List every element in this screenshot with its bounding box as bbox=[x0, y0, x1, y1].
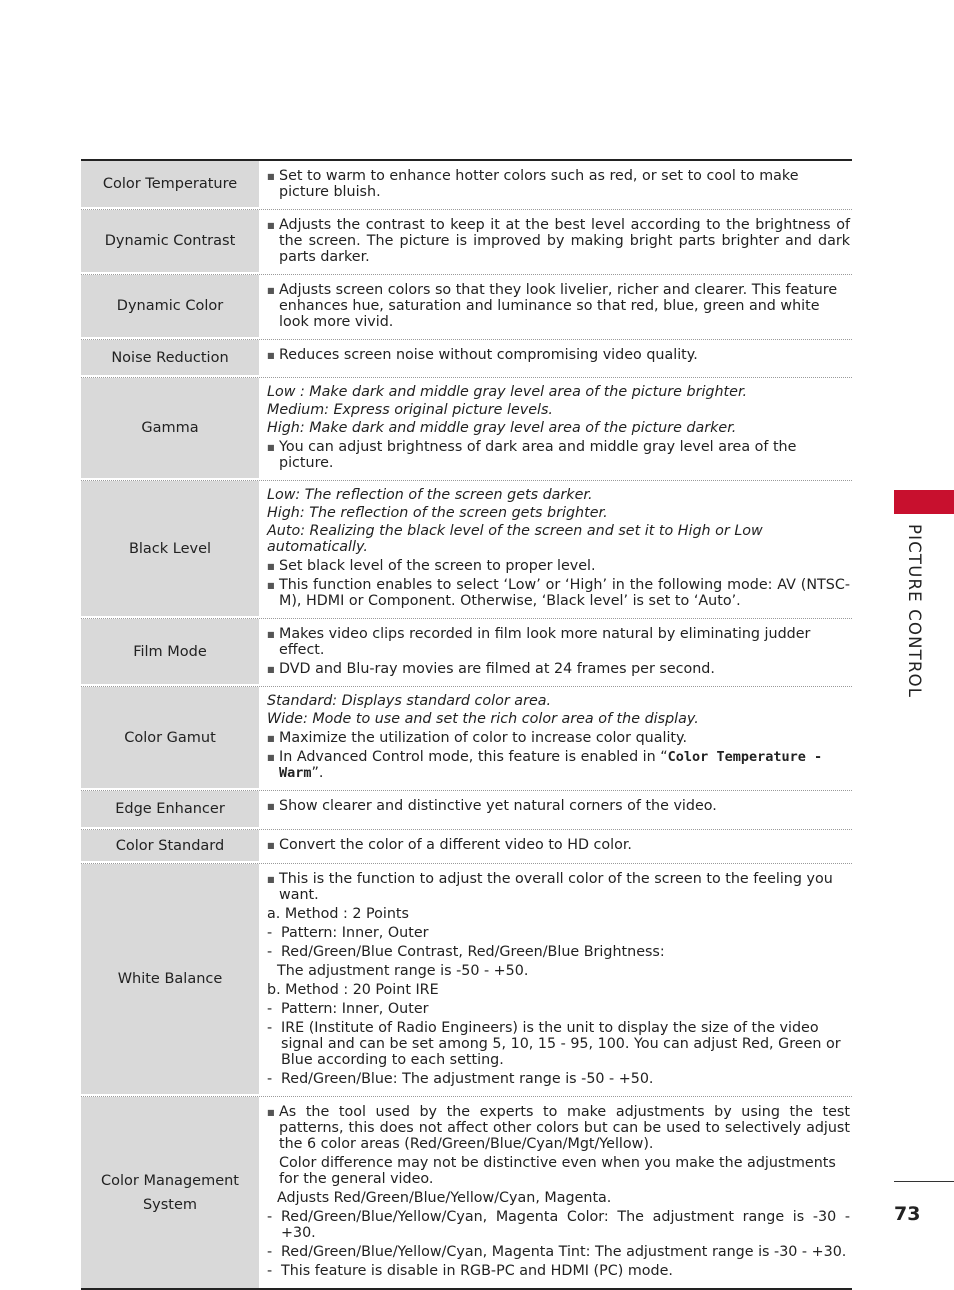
page-number: 73 bbox=[894, 1203, 921, 1225]
setting-description bbox=[259, 378, 852, 480]
setting-name bbox=[81, 619, 259, 686]
dash-marker: - bbox=[267, 1001, 273, 1017]
setting-row bbox=[81, 481, 852, 619]
setting-row bbox=[81, 687, 852, 791]
setting-name bbox=[81, 830, 259, 863]
dash-item bbox=[267, 944, 852, 960]
setting-description bbox=[259, 830, 852, 863]
line-text: Medium: Express original picture levels. bbox=[267, 402, 553, 418]
line-text: Low: The reflection of the screen gets darker. bbox=[267, 487, 593, 503]
setting-row bbox=[81, 619, 852, 687]
line-text: Color difference may not be distinctive even when you make the adjustments for the general video. bbox=[279, 1155, 836, 1187]
bullet-item bbox=[267, 871, 852, 903]
setting-name-line: Dynamic Contrast bbox=[104, 233, 236, 249]
menu-reference: Color Temperature - Warm bbox=[279, 749, 823, 781]
bullet-item bbox=[267, 626, 852, 658]
option-description bbox=[267, 384, 852, 400]
line-text: Convert the color of a different video to HD color. bbox=[279, 837, 632, 853]
setting-row bbox=[81, 210, 852, 275]
page-number-rule bbox=[894, 1181, 954, 1182]
option-description bbox=[267, 711, 852, 727]
method-heading bbox=[267, 906, 852, 922]
setting-name bbox=[81, 864, 259, 1096]
line-text: IRE (Institute of Radio Engineers) is the unit to display the size of the video signal and can be set among 5, 10, 15 - 95, 100. You can adjust Red, Green or Blue according to each setting. bbox=[281, 1020, 841, 1068]
option-description bbox=[267, 523, 852, 555]
line-text: Adjusts Red/Green/Blue/Yellow/Cyan, Magenta. bbox=[277, 1190, 612, 1206]
setting-name-line: Black Level bbox=[128, 540, 212, 557]
setting-name-line: White Balance bbox=[117, 971, 223, 987]
section-label: PICTURE CONTROL bbox=[905, 524, 924, 699]
bullet-item bbox=[267, 837, 852, 853]
line-text: Show clearer and distinctive yet natural corners of the video. bbox=[279, 798, 717, 814]
dash-marker: - bbox=[267, 925, 273, 941]
bullet-item bbox=[267, 558, 852, 574]
dash-marker: - bbox=[267, 1244, 273, 1260]
setting-description bbox=[259, 687, 852, 790]
bullet-text: In Advanced Control mode, this feature is enabled in “ bbox=[279, 749, 668, 765]
setting-row bbox=[81, 791, 852, 830]
dash-item bbox=[267, 1001, 852, 1017]
section-tab bbox=[894, 490, 954, 514]
option-description bbox=[267, 505, 852, 521]
line-text: Set to warm to enhance hotter colors such as red, or set to cool to make picture bluish. bbox=[279, 168, 799, 200]
setting-name bbox=[81, 378, 259, 480]
line-text: Red/Green/Blue: The adjustment range is -50 - +50. bbox=[281, 1071, 654, 1087]
setting-name-line: Dynamic Color bbox=[116, 298, 224, 314]
setting-name-line: Color Standard bbox=[115, 837, 225, 854]
indented-text bbox=[267, 963, 852, 979]
bullet-item bbox=[267, 439, 852, 471]
option-description bbox=[267, 693, 852, 709]
setting-row bbox=[81, 864, 852, 1097]
dash-item bbox=[267, 1244, 852, 1260]
bullet-item bbox=[267, 730, 852, 746]
setting-row bbox=[81, 830, 852, 864]
dash-item bbox=[267, 1209, 852, 1241]
bullet-item bbox=[267, 661, 852, 677]
setting-name bbox=[81, 210, 259, 274]
dash-marker: - bbox=[267, 1020, 273, 1036]
setting-name bbox=[81, 687, 259, 790]
bullet-item bbox=[267, 798, 852, 814]
option-description bbox=[267, 420, 852, 436]
line-text: Maximize the utilization of color to increase color quality. bbox=[279, 730, 687, 746]
setting-description bbox=[259, 619, 852, 686]
setting-name bbox=[81, 481, 259, 618]
setting-name-line: Edge Enhancer bbox=[115, 801, 225, 817]
line-text: Adjusts screen colors so that they look livelier, richer and clearer. This feature enhances hue, saturation and luminance so that red, blue, green and white look more vivid. bbox=[279, 282, 838, 330]
line-text: Standard: Displays standard color area. bbox=[267, 693, 552, 709]
option-description bbox=[267, 402, 852, 418]
dash-marker: - bbox=[267, 944, 273, 960]
setting-row bbox=[81, 378, 852, 481]
dash-item bbox=[267, 925, 852, 941]
setting-name-line: Film Mode bbox=[133, 643, 207, 660]
setting-row bbox=[81, 161, 852, 210]
setting-description bbox=[259, 1097, 852, 1288]
settings-table bbox=[81, 159, 852, 1290]
line-text: The adjustment range is -50 - +50. bbox=[277, 963, 529, 979]
bullet-item bbox=[267, 577, 852, 609]
setting-row bbox=[81, 340, 852, 378]
setting-name bbox=[81, 1097, 259, 1288]
setting-name-line: System bbox=[142, 1196, 198, 1213]
line-text: Adjusts the contrast to keep it at the best level according to the brightness of the screen. The picture is improved by making bright parts brighter and dark parts darker. bbox=[279, 217, 850, 265]
line-text: a. Method : 2 Points bbox=[267, 906, 409, 922]
setting-description bbox=[259, 340, 852, 377]
line-text: Pattern: Inner, Outer bbox=[281, 1001, 429, 1017]
line-text: This is the function to adjust the overall color of the screen to the feeling you want. bbox=[279, 871, 833, 903]
option-description bbox=[267, 487, 852, 503]
setting-name bbox=[81, 791, 259, 829]
line-text: Pattern: Inner, Outer bbox=[281, 925, 429, 941]
line-text: b. Method : 20 Point IRE bbox=[267, 982, 439, 998]
setting-description bbox=[259, 481, 852, 618]
bullet-text: ”. bbox=[311, 765, 324, 781]
line-text: Makes video clips recorded in film look more natural by eliminating judder effect. bbox=[279, 626, 811, 658]
bullet-item bbox=[267, 282, 852, 330]
indented-text bbox=[267, 1190, 852, 1206]
dash-marker: - bbox=[267, 1209, 273, 1225]
dash-marker: - bbox=[267, 1071, 273, 1087]
line-text: High: Make dark and middle gray level area of the picture darker. bbox=[267, 420, 737, 436]
setting-name-line: Noise Reduction bbox=[111, 349, 229, 366]
line-text: Red/Green/Blue Contrast, Red/Green/Blue Brightness: bbox=[281, 944, 665, 960]
indented-text bbox=[267, 1155, 852, 1187]
line-text: This function enables to select ‘Low’ or ‘High’ in the following mode: AV (NTSC-M), HDMI or Component. Otherwise, ‘Black level’ is set to ‘Auto’. bbox=[279, 577, 850, 609]
setting-name bbox=[81, 340, 259, 377]
line-text: Low : Make dark and middle gray level area of the picture brighter. bbox=[267, 384, 748, 400]
setting-row bbox=[81, 275, 852, 340]
line-text: You can adjust brightness of dark area and middle gray level area of the picture. bbox=[279, 439, 797, 471]
setting-name-line: Color Management bbox=[101, 1172, 239, 1189]
dash-item bbox=[267, 1263, 852, 1279]
setting-description bbox=[259, 161, 852, 209]
setting-row bbox=[81, 1097, 852, 1288]
setting-name bbox=[81, 161, 259, 209]
line-text: Wide: Mode to use and set the rich color area of the display. bbox=[267, 711, 699, 727]
setting-name bbox=[81, 275, 259, 339]
line-text: High: The reflection of the screen gets brighter. bbox=[267, 505, 608, 521]
dash-item bbox=[267, 1071, 852, 1087]
setting-name-line: Color Temperature bbox=[102, 176, 238, 192]
setting-description bbox=[259, 864, 852, 1096]
line-text: This feature is disable in RGB-PC and HDMI (PC) mode. bbox=[281, 1263, 673, 1279]
line-text: As the tool used by the experts to make adjustments by using the test patterns, this does not affect other colors but can be used to selectively adjust the 6 color areas (Red/Green/Blue/Cyan/Mgt/Yellow). bbox=[279, 1104, 850, 1152]
dash-marker: - bbox=[267, 1263, 273, 1279]
bullet-item bbox=[267, 1104, 852, 1152]
bullet-item bbox=[267, 347, 852, 363]
setting-description bbox=[259, 210, 852, 274]
line-text: Red/Green/Blue/Yellow/Cyan, Magenta Tint: The adjustment range is -30 - +30. bbox=[281, 1244, 847, 1260]
dash-item bbox=[267, 1020, 852, 1068]
setting-description bbox=[259, 275, 852, 339]
setting-name-line: Color Gamut bbox=[124, 729, 216, 746]
line-text: DVD and Blu-ray movies are filmed at 24 frames per second. bbox=[279, 661, 715, 677]
bullet-item bbox=[267, 168, 852, 200]
bullet-item bbox=[267, 217, 852, 265]
setting-name-line: Gamma bbox=[141, 420, 199, 436]
line-text: Reduces screen noise without compromising video quality. bbox=[279, 347, 698, 363]
line-text: Auto: Realizing the black level of the screen and set it to High or Low automatically. bbox=[267, 523, 763, 555]
setting-description bbox=[259, 791, 852, 829]
bullet-item bbox=[267, 749, 852, 781]
line-text: Red/Green/Blue/Yellow/Cyan, Magenta Color: The adjustment range is -30 - +30. bbox=[281, 1209, 850, 1241]
method-heading bbox=[267, 982, 852, 998]
line-text: Set black level of the screen to proper level. bbox=[279, 558, 596, 574]
